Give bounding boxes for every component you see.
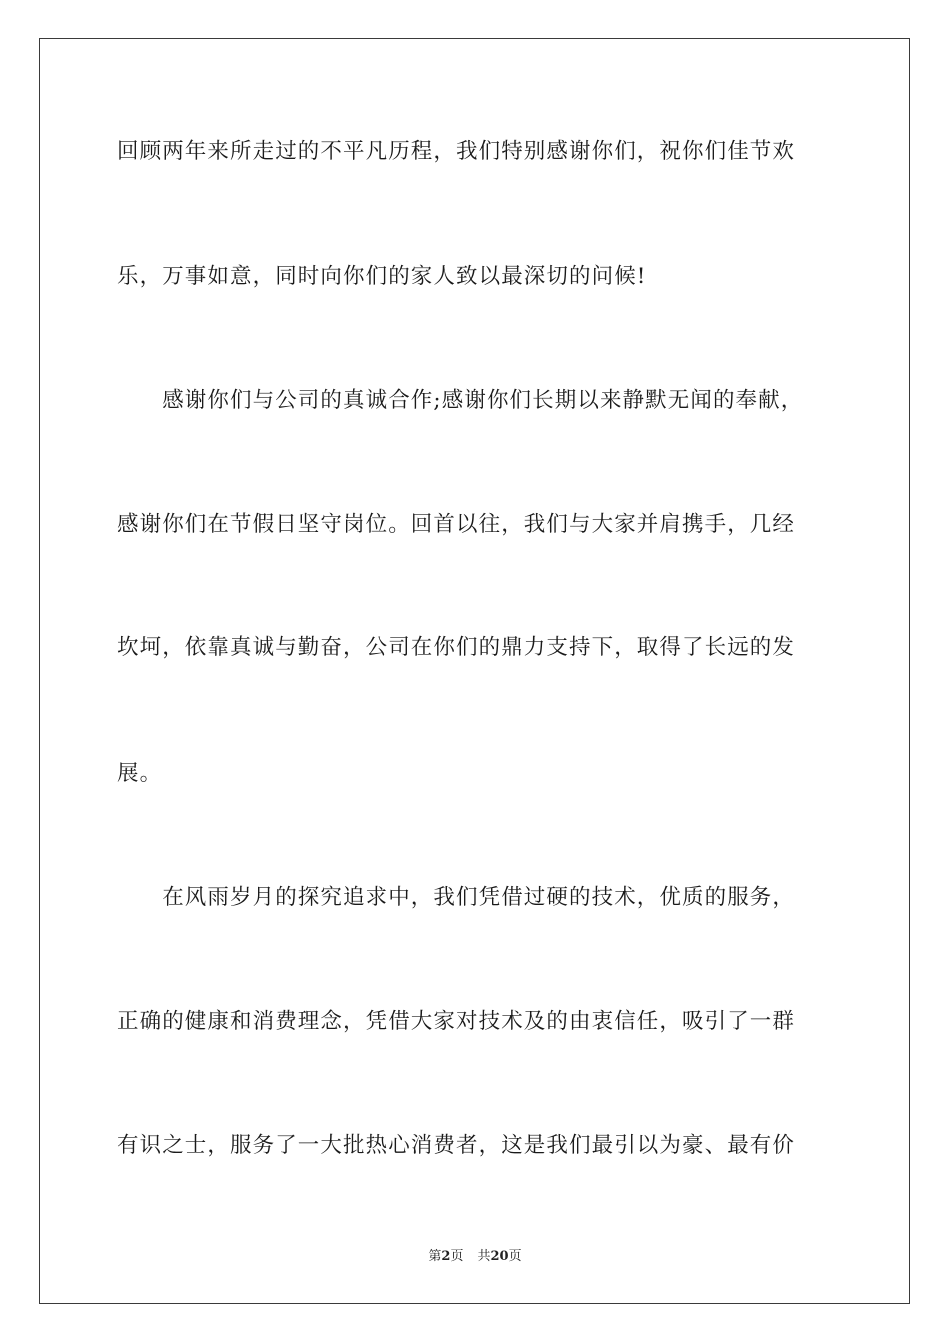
body-text-line-4: 感谢你们在节假日坚守岗位。回首以往，我们与大家并肩携手，几经 [117,512,796,537]
body-text-line-3: 感谢你们与公司的真诚合作;感谢你们长期以来静默无闻的奉献， [117,388,804,413]
page-prefix: 第 [428,1249,442,1264]
total-prefix: 共 [477,1249,491,1264]
body-text-line-2: 乐，万事如意，同时向你们的家人致以最深切的问候! [117,264,647,289]
body-text-line-1: 回顾两年来所走过的不平凡历程，我们特别感谢你们，祝你们佳节欢 [117,139,796,164]
body-text-line-7: 在风雨岁月的探究追求中，我们凭借过硬的技术，优质的服务， [117,885,796,910]
total-suffix: 页 [508,1249,522,1264]
page-footer [0,1248,950,1266]
page-border [39,38,910,1304]
body-text-line-5: 坎坷，依靠真诚与勤奋，公司在你们的鼎力支持下，取得了长远的发 [117,635,796,660]
page-suffix: 页 [450,1249,464,1264]
current-page-number: 2 [441,1249,451,1264]
total-page-count: 20 [490,1249,509,1264]
body-text-line-6: 展。 [117,761,163,786]
body-text-line-9: 有识之士，服务了一大批热心消费者，这是我们最引以为豪、最有价 [117,1133,796,1158]
body-text-line-8: 正确的健康和消费理念，凭借大家对技术及的由衷信任，吸引了一群 [117,1009,796,1034]
